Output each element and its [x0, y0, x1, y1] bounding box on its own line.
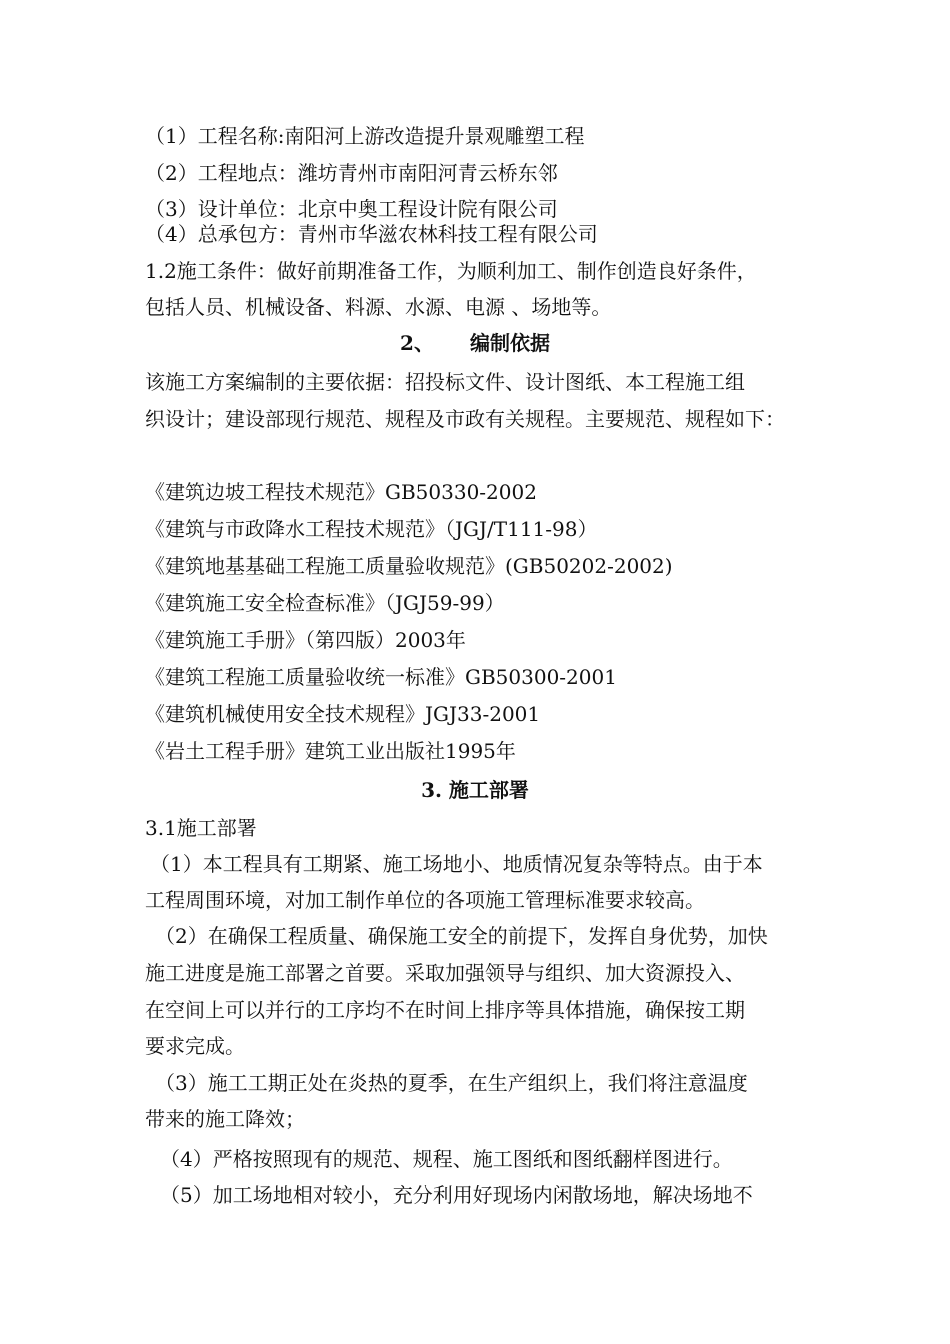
standard-item: 《建筑施工手册》（第四版）2003年: [145, 628, 466, 652]
deployment-line: （3）施工工期正处在炎热的夏季，在生产组织上，我们将注意温度: [155, 1071, 748, 1095]
subsection-title: 3.1施工部署: [145, 816, 257, 840]
deployment-line: 施工进度是施工部署之首要。采取加强领导与组织、加大资源投入、: [145, 961, 745, 985]
section-heading-deployment: 3. 施工部署: [421, 778, 529, 802]
section-title: 编制依据: [469, 331, 550, 355]
deployment-line: （1）本工程具有工期紧、施工场地小、地质情况复杂等特点。由于本: [150, 852, 763, 876]
deployment-line: （5）加工场地相对较小，充分利用好现场内闲散场地，解决场地不: [160, 1183, 753, 1207]
conditions-line-2: 包括人员、机械设备、料源、水源、电源 、场地等。: [145, 295, 612, 319]
basis-line-1: 该施工方案编制的主要依据：招投标文件、设计图纸、本工程施工组: [145, 370, 745, 394]
basis-line-2: 织设计；建设部现行规范、规程及市政有关规程。主要规范、规程如下：: [145, 407, 785, 431]
design-unit-line: （3）设计单位：北京中奥工程设计院有限公司: [145, 197, 558, 221]
deployment-line: 在空间上可以并行的工序均不在时间上排序等具体措施，确保按工期: [145, 998, 745, 1022]
standard-item: 《建筑地基基础工程施工质量验收规范》(GB50202-2002): [145, 554, 673, 578]
deployment-line: 要求完成。: [145, 1034, 245, 1058]
standard-item: 《建筑与市政降水工程技术规范》（JGJ/T111-98）: [145, 517, 598, 541]
section-number: 2、: [400, 331, 434, 355]
standard-item: 《建筑工程施工质量验收统一标准》GB50300-2001: [145, 665, 617, 689]
project-name-line: （1）工程名称:南阳河上游改造提升景观雕塑工程: [145, 124, 585, 148]
conditions-line-1: 1.2施工条件：做好前期准备工作，为顺利加工、制作创造良好条件，: [145, 259, 757, 283]
standard-item: 《建筑边坡工程技术规范》GB50330-2002: [145, 480, 537, 504]
section-heading-basis: [0, 329, 950, 357]
general-contractor-line: （4）总承包方：青州市华滋农林科技工程有限公司: [145, 222, 598, 246]
standard-item: 《岩土工程手册》建筑工业出版社1995年: [145, 739, 516, 763]
deployment-line: （2）在确保工程质量、确保施工安全的前提下，发挥自身优势，加快: [155, 924, 768, 948]
deployment-line: 工程周围环境，对加工制作单位的各项施工管理标准要求较高。: [145, 888, 705, 912]
deployment-line: 带来的施工降效；: [145, 1107, 305, 1131]
project-location-line: （2）工程地点：潍坊青州市南阳河青云桥东邻: [145, 161, 558, 185]
deployment-line: （4）严格按照现有的规范、规程、施工图纸和图纸翻样图进行。: [160, 1147, 733, 1171]
standard-item: 《建筑施工安全检查标准》（JGJ59-99）: [145, 591, 505, 615]
standard-item: 《建筑机械使用安全技术规程》JGJ33-2001: [145, 702, 541, 726]
